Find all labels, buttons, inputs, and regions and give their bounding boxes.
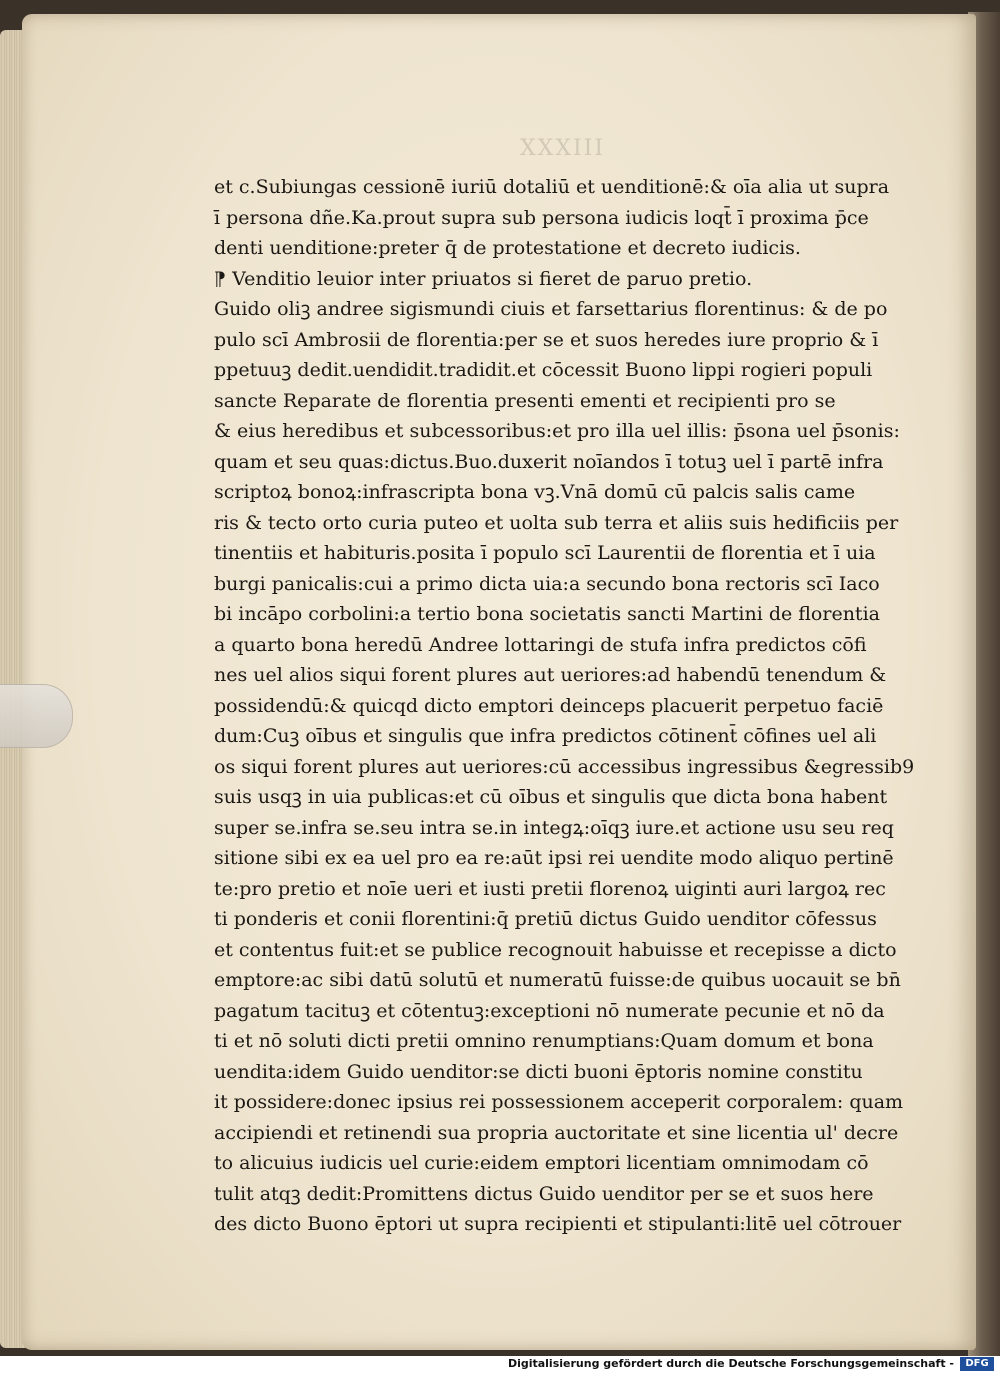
text-line: Guido oliꝫ andree sigismundi ciuis et farsettarius florentinus: & de po xyxy=(214,298,888,320)
text-line: tulit atqꝫ dedit:Promittens dictus Guido uenditor per se et suos here xyxy=(214,1182,874,1205)
dfg-logo: DFG xyxy=(960,1357,994,1371)
text-line: te:pro pretio et noīe ueri et iusti pretii florenoꝝ uiginti auri largoꝝ rec xyxy=(214,877,886,900)
text-line: ris & tecto orto curia puteo et uolta sub terra et aliis suis hedificiis per xyxy=(214,511,899,534)
text-line: os siqui forent plures aut ueriores:cū accessibus ingressibus &egressib9 xyxy=(214,755,915,778)
text-line: et c.Subiungas cessionē iuriū dotaliū et uenditionē:& oīa alia ut supra xyxy=(214,176,890,198)
text-line: scriptoꝝ bonoꝝ:infrascripta bona vꝫ.Vnā domū cū palcis salis came xyxy=(214,481,856,503)
text-line: emptore:ac sibi datū solutū et numeratū fuisse:de quibus uocauit se bn̄ xyxy=(214,969,901,991)
text-line: possidendū:& quicqd dicto emptori deinceps placuerit perpetuo faciē xyxy=(214,694,884,717)
text-line: ti ponderis et conii florentini:q̄ pretiū dictus Guido uenditor cōfessus xyxy=(214,908,877,930)
text-line: to alicuius iudicis uel curie:eidem emptori licentiam omnimodam cō xyxy=(214,1152,869,1174)
text-line: quam et seu quas:dictus.Buo.duxerit noīandos ī totuꝫ uel ī partē infra xyxy=(214,450,884,473)
text-line: & eius heredibus et subcessoribus:et pro illa uel illis: p̄sona uel p̄sonis: xyxy=(214,420,900,442)
text-line: sancte Reparate de florentia presenti ementi et recipienti pro se xyxy=(214,389,836,412)
text-block xyxy=(214,172,915,1240)
text-line: bi incāpo corbolini:a tertio bona societatis sancti Martini de florentia xyxy=(214,603,880,625)
text-line: des dicto Buono ēptori ut supra recipienti et stipulanti:litē uel cōtrouer xyxy=(214,1213,902,1235)
bookmark-tab xyxy=(0,684,73,748)
text-line: a quarto bona heredū Andree lottaringi de stufa infra predictos cōfi xyxy=(214,633,867,656)
text-line: nes uel alios siqui forent plures aut ueriores:ad habendū tenendum & xyxy=(214,664,887,686)
folio-number: XXXIII xyxy=(520,136,606,161)
text-line: uendita:idem Guido uenditor:se dicti buoni ēptoris nomine constitu xyxy=(214,1060,863,1083)
text-line: ti et nō soluti dicti pretii omnino renumptians:Quam domum et bona xyxy=(214,1030,874,1052)
funding-credit: Digitalisierung gefördert durch die Deutsche Forschungsgemeinschaft - xyxy=(507,1357,954,1370)
text-line: accipiendi et retinendi sua propria auctoritate et sine licentia ul' decre xyxy=(214,1121,899,1144)
text-line: pulo scī Ambrosii de florentia:per se et suos heredes iure proprio & ī xyxy=(214,328,879,351)
section-heading: ⁋ Venditio leuior inter priuatos si fieret de paruo pretio. xyxy=(214,267,753,290)
text-line: denti uenditione:preter q̄ de protestatione et decreto iudicis. xyxy=(214,237,801,259)
text-line: ppetuuꝫ dedit.uendidit.tradidit.et cōcessit Buono lippi rogieri populi xyxy=(214,359,873,381)
text-line: dum:Cuꝫ oībus et singulis que infra predictos cōtinent̄ cōfines uel ali xyxy=(214,725,877,747)
text-line: super se.infra se.seu intra se.in integꝝ:oīqꝫ iure.et actione usu seu req xyxy=(214,816,894,839)
text-line: et contentus fuit:et se publice recognouit habuisse et recepisse a dicto xyxy=(214,938,897,961)
text-line: burgi panicalis:cui a primo dicta uia:a secundo bona rectoris scī Iaco xyxy=(214,572,880,595)
text-line: it possidere:donec ipsius rei possessionem acceperit corporalem: quam xyxy=(214,1091,904,1113)
text-line: suis usqꝫ in uia publicas:et cū oībus et singulis que dicta bona habent xyxy=(214,786,888,808)
text-line: ī persona dñe.Ka.prout supra sub persona iudicis loqt̄ ī proxima p̄ce xyxy=(214,206,869,229)
text-line: pagatum tacituꝫ et cōtentuꝫ:exceptioni nō numerate pecunie et nō da xyxy=(214,999,885,1022)
text-line: tinentiis et habituris.posita ī populo scī Laurentii de florentia et ī uia xyxy=(214,542,876,564)
text-line: sitione sibi ex ea uel pro ea re:aūt ipsi rei uendite modo aliquo pertinē xyxy=(214,847,894,869)
